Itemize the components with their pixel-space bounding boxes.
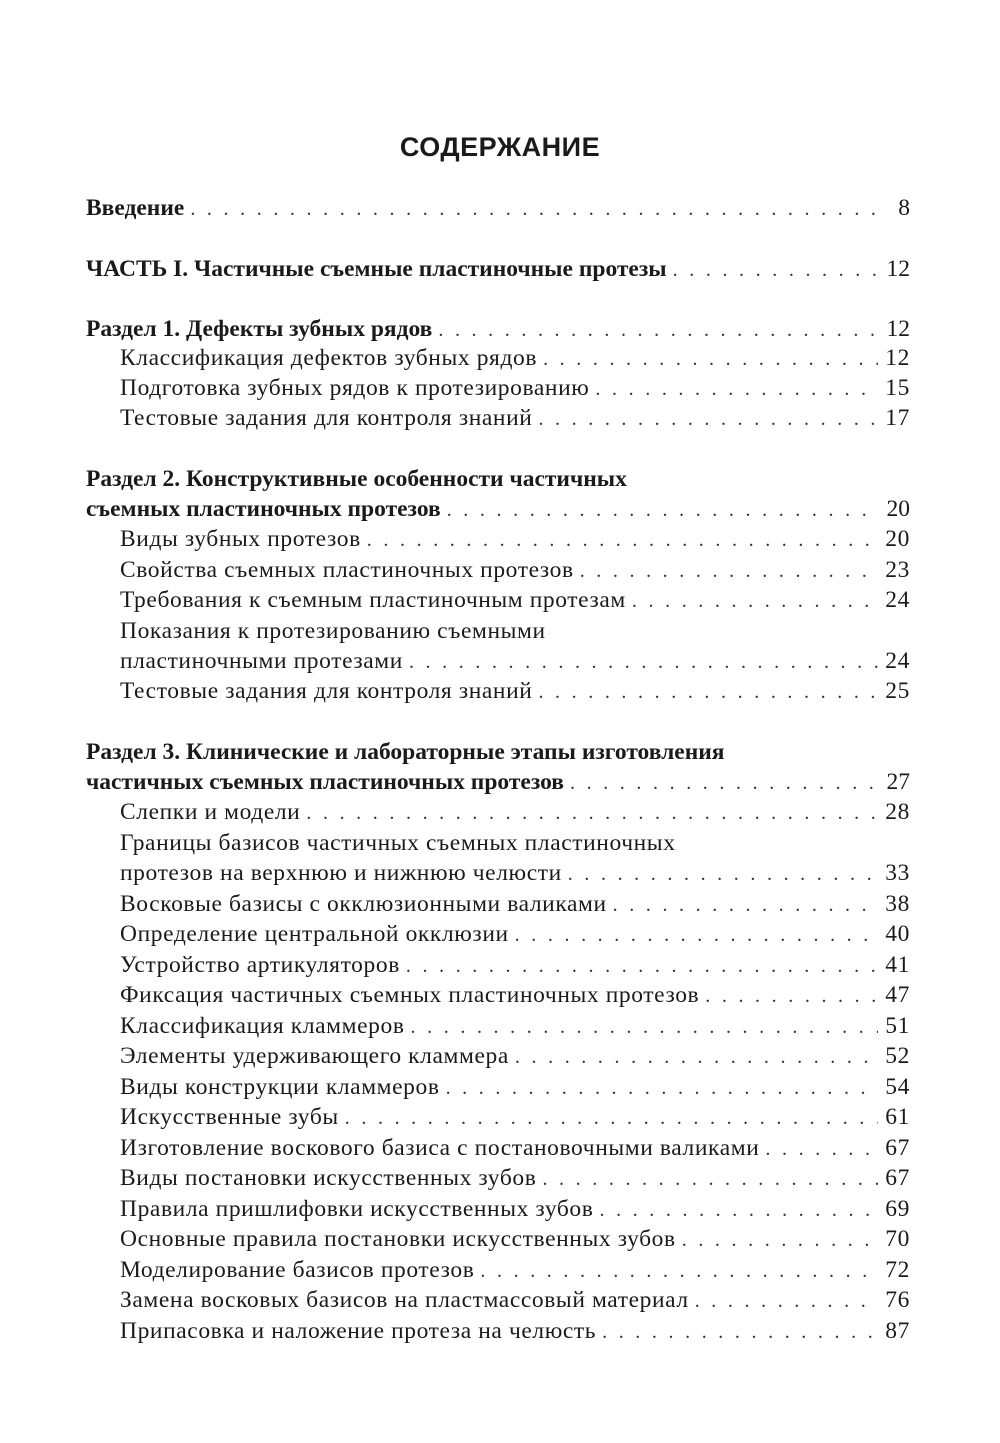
toc-entry[interactable]	[120, 1163, 910, 1193]
page-title: СОДЕРЖАНИЕ	[399, 132, 601, 162]
toc-page-number: 87	[885, 1318, 910, 1344]
toc-entry-title: Элементы удерживающего кламмера	[120, 1043, 509, 1069]
toc-entry-title: Классификация дефектов зубных рядов	[120, 345, 538, 371]
toc-entry-heading-line	[120, 828, 910, 858]
toc-entry[interactable]	[86, 193, 910, 223]
toc-page-number: 12	[885, 345, 910, 371]
dot-leader	[515, 1042, 878, 1072]
toc-entry-heading-line	[120, 616, 910, 646]
toc-entry[interactable]	[120, 1072, 910, 1102]
toc-entry[interactable]	[120, 919, 910, 949]
toc-entry-title: Изготовление воскового базиса с постановочными валиками	[120, 1135, 760, 1161]
toc-entry[interactable]	[86, 314, 910, 344]
dot-leader	[438, 315, 878, 345]
toc-entry[interactable]	[120, 1102, 910, 1132]
dot-leader	[411, 1012, 878, 1042]
dot-leader	[538, 677, 878, 707]
dot-leader	[447, 495, 878, 525]
dot-leader	[673, 255, 878, 285]
toc-entry-title: Правила пришлифовки искусственных зубов	[120, 1196, 594, 1222]
toc-entry[interactable]	[86, 494, 910, 524]
toc-page-number: 20	[886, 496, 910, 522]
toc-entry-title: Виды постановки искусственных зубов	[120, 1165, 537, 1191]
toc-entry[interactable]	[120, 585, 910, 615]
toc-entry-title: Слепки и модели	[120, 799, 301, 825]
toc-entry[interactable]	[120, 1041, 910, 1071]
dot-leader	[765, 1134, 878, 1164]
toc-page-number: 40	[885, 921, 910, 947]
toc-page-number: 38	[885, 891, 910, 917]
dot-leader	[345, 1103, 878, 1133]
toc-page-number: 61	[885, 1104, 910, 1130]
toc-entry[interactable]	[86, 254, 910, 284]
toc-page-number: 67	[885, 1165, 910, 1191]
toc-page-number: 76	[885, 1287, 910, 1313]
toc-entry-title: Устройство артикуляторов	[120, 952, 400, 978]
toc-entry-title: Тестовые задания для контроля знаний	[120, 405, 533, 431]
dot-leader	[538, 404, 878, 434]
toc-page-number: 25	[885, 678, 910, 704]
toc-page-number: 51	[885, 1013, 910, 1039]
toc-entry-title: Введение	[86, 195, 185, 221]
toc-page-number: 12	[886, 256, 910, 282]
toc-entry-title: Фиксация частичных съемных пластиночных протезов	[120, 982, 700, 1008]
dot-leader	[542, 1164, 878, 1194]
dot-leader	[543, 344, 878, 374]
toc-entry[interactable]	[120, 1255, 910, 1285]
toc-entry[interactable]	[120, 403, 910, 433]
toc-entry[interactable]	[120, 1224, 910, 1254]
toc-entry[interactable]	[120, 1285, 910, 1315]
toc-entry-title: Основные правила постановки искусственных зубов	[120, 1226, 676, 1252]
toc-page-number: 47	[885, 982, 910, 1008]
toc-entry[interactable]	[120, 1133, 910, 1163]
toc-entry[interactable]	[120, 858, 910, 888]
toc-entry[interactable]	[120, 524, 910, 554]
toc-entry-title: протезов на верхнюю и нижнюю челюсти	[120, 860, 562, 886]
toc-entry-title: Виды конструкции кламмеров	[120, 1074, 440, 1100]
toc-entry-title: Подготовка зубных рядов к протезированию	[120, 375, 590, 401]
dot-leader	[190, 194, 878, 224]
toc-entry-title: Требования к съемным пластиночным протезам	[120, 587, 626, 613]
dot-leader	[705, 981, 878, 1011]
dot-leader	[367, 525, 878, 555]
toc-entry[interactable]	[120, 676, 910, 706]
toc-entry-title: частичных съемных пластиночных протезов	[86, 769, 564, 795]
toc-entry-title: Границы базисов частичных съемных пластиночных	[120, 830, 676, 856]
toc-entry-title: Припасовка и наложение протеза на челюсть	[120, 1318, 597, 1344]
toc-page-number: 33	[885, 860, 910, 886]
toc-page-number: 15	[885, 375, 910, 401]
dot-leader	[599, 1195, 878, 1225]
toc-entry[interactable]	[120, 555, 910, 585]
toc-page-number: 67	[885, 1135, 910, 1161]
dot-leader	[613, 890, 878, 920]
toc-page-number: 41	[885, 952, 910, 978]
toc-entry-title: Свойства съемных пластиночных протезов	[120, 557, 574, 583]
toc-entry-title: Показания к протезированию съемными	[120, 618, 546, 644]
toc-entry[interactable]	[120, 950, 910, 980]
toc-entry-title: Определение центральной окклюзии	[120, 921, 509, 947]
dot-leader	[602, 1317, 878, 1347]
toc-page-number: 27	[886, 769, 910, 795]
dot-leader	[306, 798, 878, 828]
dot-leader	[570, 768, 878, 798]
toc-entry[interactable]	[120, 343, 910, 373]
toc-page-number: 69	[885, 1196, 910, 1222]
toc-entry-title: пластиночными протезами	[120, 648, 403, 674]
toc-entry[interactable]	[120, 373, 910, 403]
toc-page-number: 28	[885, 799, 910, 825]
toc-entry[interactable]	[120, 1194, 910, 1224]
toc-page-number: 72	[885, 1257, 910, 1283]
toc-entry-title: Виды зубных протезов	[120, 526, 361, 552]
toc-page-number: 24	[885, 587, 910, 613]
toc-entry-title: Замена восковых базисов на пластмассовый материал	[120, 1287, 689, 1313]
toc-page-number: 8	[898, 195, 910, 221]
toc-page-number: 52	[885, 1043, 910, 1069]
toc-entry-heading-line	[86, 464, 910, 494]
toc-entry-title: Восковые базисы с окклюзионными валиками	[120, 891, 607, 917]
toc-entry-title: Раздел 3. Клинические и лабораторные этапы изготовления	[86, 739, 725, 765]
dot-leader	[568, 859, 878, 889]
toc-entry-title: съемных пластиночных протезов	[86, 496, 441, 522]
toc-page-number: 70	[885, 1226, 910, 1252]
toc-entry[interactable]	[120, 889, 910, 919]
dot-leader	[682, 1225, 878, 1255]
toc-entry[interactable]	[120, 797, 910, 827]
dot-leader	[632, 586, 878, 616]
toc-entry-title: ЧАСТЬ I. Частичные съемные пластиночные протезы	[86, 256, 667, 282]
toc-entry[interactable]	[120, 646, 910, 676]
toc-entry-title: Искусственные зубы	[120, 1104, 339, 1130]
dot-leader	[406, 951, 878, 981]
dot-leader	[446, 1073, 878, 1103]
toc-page-number: 23	[885, 557, 910, 583]
toc-page-number: 20	[885, 526, 910, 552]
toc-entry-title: Раздел 2. Конструктивные особенности частичных	[86, 466, 627, 492]
toc-entry-heading-line	[86, 737, 910, 767]
toc-entry-title: Моделирование базисов протезов	[120, 1257, 475, 1283]
toc-page-number: 54	[885, 1074, 910, 1100]
toc-entry[interactable]	[120, 1011, 910, 1041]
toc-entry-title: Тестовые задания для контроля знаний	[120, 678, 533, 704]
dot-leader	[595, 374, 878, 404]
dot-leader	[480, 1256, 878, 1286]
toc-page-number: 12	[886, 316, 910, 342]
toc-entry-title: Классификация кламмеров	[120, 1013, 405, 1039]
toc-entry[interactable]	[86, 767, 910, 797]
dot-leader	[580, 556, 878, 586]
dot-leader	[515, 920, 878, 950]
dot-leader	[409, 647, 878, 677]
toc-page-number: 24	[885, 648, 910, 674]
dot-leader	[695, 1286, 878, 1316]
toc-entry[interactable]	[120, 1316, 910, 1346]
toc-entry[interactable]	[120, 980, 910, 1010]
toc-page-number: 17	[885, 405, 910, 431]
toc-entry-title: Раздел 1. Дефекты зубных рядов	[86, 316, 433, 342]
